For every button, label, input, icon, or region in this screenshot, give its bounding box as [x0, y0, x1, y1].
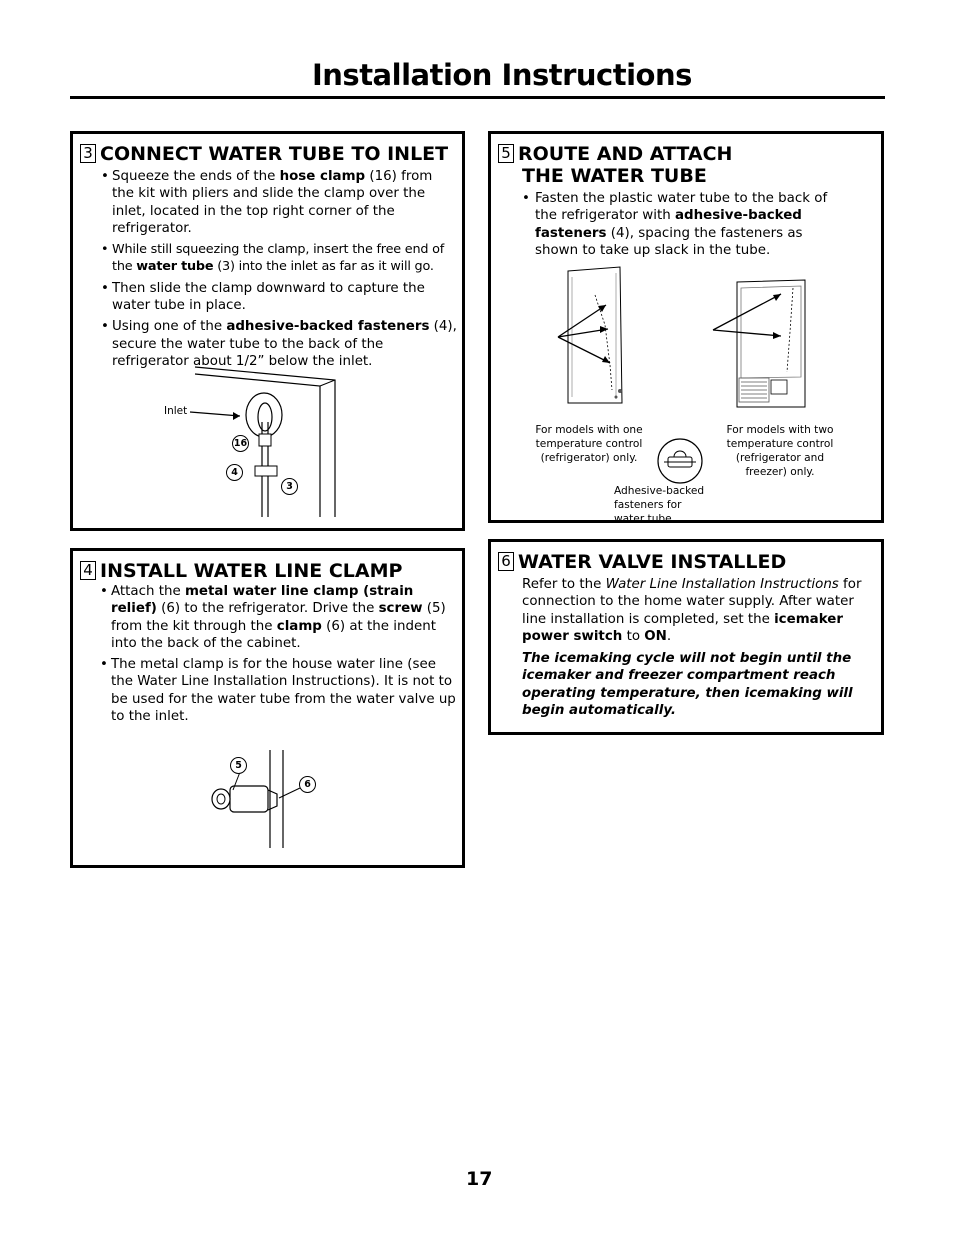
- step-6-paragraph: Refer to the Water Line Installation Instructions for connection to the home water supply. After water line installation is completed, set the icemaker power switch to ON.: [522, 577, 862, 644]
- caption-two-control: For models with two temperature control (refrigerator and freezer) only.: [726, 424, 834, 478]
- fridge-one-control-diagram: [550, 265, 640, 410]
- callout-3: 3: [281, 478, 298, 495]
- list-item: • While still squeezing the clamp, insert the free end of the water tube (3) into the inlet as far as it will go.: [101, 242, 445, 275]
- step-number: 6: [498, 552, 514, 571]
- inlet-diagram: [160, 362, 360, 522]
- title-rule: [70, 96, 885, 99]
- step-number: 5: [498, 144, 514, 163]
- list-item: • Fasten the plastic water tube to the back of the refrigerator with adhesive-backed fasteners (4), spacing the fasteners as shown to take up slack in the tube.: [522, 191, 828, 258]
- step-3-heading: [80, 143, 448, 165]
- step-4-title: INSTALL WATER LINE CLAMP: [100, 560, 403, 582]
- clamp-diagram: [205, 748, 315, 853]
- step-5-bullets: [522, 190, 845, 263]
- step-5-heading: [498, 143, 732, 187]
- step-number: 4: [80, 561, 96, 580]
- callout-16: 16: [232, 435, 249, 452]
- fastener-icon: [656, 437, 704, 485]
- callout-4: 4: [226, 464, 243, 481]
- caption-one-control: For models with one temperature control (refrigerator) only.: [535, 424, 643, 464]
- step-3-title: CONNECT WATER TUBE TO INLET: [100, 143, 449, 165]
- page-title: Installation Instructions: [312, 58, 692, 92]
- step-6-note: The icemaking cycle will not begin until the icemaker and freezer compartment reach operating temperature, then icemaking will begin automatically.: [522, 651, 853, 718]
- list-item: • The metal clamp is for the house water line (see the Water Line Installation Instructions). It is not to be used for the water tube from the water valve up to the inlet.: [100, 657, 456, 725]
- page-number: 17: [466, 1168, 493, 1190]
- list-item: • Using one of the adhesive-backed fasteners (4), secure the water tube to the back of the refrigerator about 1/2” below the inlet.: [101, 319, 457, 369]
- callout-5: 5: [230, 757, 247, 774]
- list-item: • Attach the metal water line clamp (strain relief) (6) to the refrigerator. Drive the screw (5) from the kit through the clamp (6) at the indent into the back of the cabinet.: [100, 584, 446, 651]
- step-4-bullets: [100, 583, 457, 729]
- step-6-heading: [498, 551, 786, 573]
- callout-6: 6: [299, 776, 316, 793]
- list-item: • Then slide the clamp downward to capture the water tube in place.: [101, 280, 425, 314]
- step-3-bullets: [101, 168, 457, 374]
- step-5-title-1: ROUTE AND ATTACH: [518, 143, 733, 165]
- fridge-two-control-diagram: [705, 272, 810, 412]
- caption-fasteners: Adhesive-backed fasteners for water tube: [614, 485, 705, 525]
- list-item: • Squeeze the ends of the hose clamp (16) from the kit with pliers and slide the clamp over the inlet, located in the top right corner of the refrigerator.: [101, 169, 433, 236]
- step-6-title: WATER VALVE INSTALLED: [518, 551, 787, 573]
- step-number: 3: [80, 144, 96, 163]
- inlet-label: Inlet: [164, 405, 188, 417]
- step-4-heading: [80, 560, 402, 582]
- step-5-title-2: THE WATER TUBE: [522, 165, 707, 187]
